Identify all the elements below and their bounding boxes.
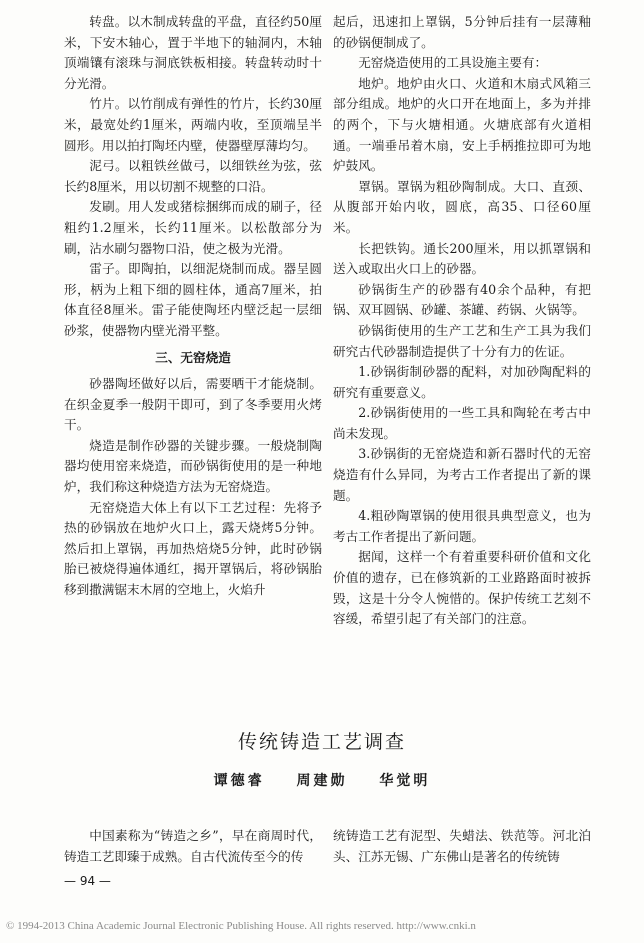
paragraph: 竹片。以竹削成有弹性的竹片，长约30厘米，最宽处约1厘米，两端内收，至顶端呈半圆形。用以拍打陶坯内壁，使器壁厚薄均匀。: [64, 96, 322, 153]
paragraph-continuation: 起后，迅速扣上罩锅，5分钟后挂有一层薄釉的砂锅便制成了。: [333, 14, 591, 50]
paragraph: 中国素称为“铸造之乡”，早在商周时代，铸造工艺即臻于成熟。自古代流传至今的传: [64, 828, 322, 864]
author: 谭德睿: [213, 773, 265, 789]
paragraph: 长把铁钩。通长200厘米，用以抓罩锅和送入或取出火口上的砂器。: [333, 240, 591, 277]
article-intro-right: [333, 826, 591, 867]
paragraph: 泥弓。以粗铁丝做弓，以细铁丝为弦，弦长约8厘米，用以切割不规整的口沿。: [64, 158, 322, 194]
paragraph: 砂器陶坯做好以后，需要晒干才能烧制。在织金夏季一般阴干即可，到了冬季要用火烤干。: [64, 376, 322, 433]
copyright-footer: © 1994-2013 China Academic Journal Electronic Publishing House. All rights reserved. http://www.cnki.n: [6, 920, 476, 932]
paragraph: 发刷。用人发或猪棕捆绑而成的刷子，径粗约1.2厘米，长约11厘米。以松散部分为刷，沾水刷匀器物口沿，使之极为光滑。: [64, 199, 322, 256]
list-item: 2.砂锅街使用的一些工具和陶轮在考古中尚未发现。: [333, 405, 591, 441]
paragraph: 据闻，这样一个有着重要科研价值和文化价值的遗存，已在修筑新的工业路路面时被拆毁，这是十分令人惋惜的。保护传统工艺刻不容缓，希望引起了有关部门的注意。: [333, 549, 591, 627]
paragraph: 无窑烧造使用的工具设施主要有：: [358, 55, 548, 71]
right-column: [333, 12, 591, 630]
paragraph: 转盘。以木制成转盘的平盘，直径约50厘米，下安木轴心，置于半地下的轴洞内，木轴顶端镶有滚珠与洞底铁板相接。转盘转动时十分光滑。: [64, 14, 322, 91]
paragraph: 雷子。即陶拍，以细泥烧制而成。器呈圆形，柄为上粗下细的圆柱体，通高7厘米，拍体直径8厘米。雷子能使陶坯内壁泛起一层细砂浆，使器物内壁光滑平整。: [64, 261, 322, 338]
article-intro-left: [64, 826, 322, 867]
section-heading: 三、无窑烧造: [155, 349, 231, 365]
article-title: 传统铸造工艺调查: [237, 731, 406, 753]
paragraph: 统铸造工艺有泥型、失蜡法、铁范等。河北泊头、江苏无锡、广东佛山是著名的传统铸: [333, 828, 591, 864]
author-list: [0, 770, 644, 790]
list-item: 3.砂锅街的无窑烧造和新石器时代的无窑烧造有什么异同，为考古工作者提出了新的课题。: [333, 446, 591, 503]
list-item: 4.粗砂陶罩锅的使用很具典型意义，也为考古工作者提出了新问题。: [333, 508, 591, 544]
page-number: — 94 —: [64, 874, 111, 888]
paragraph: 无窑烧造大体上有以下工艺过程：先将予热的砂锅放在地炉火口上，露天烧烤5分钟。然后扣上罩锅，再加热焙烧5分钟，此时砂锅胎已被烧得遍体通红，揭开罩锅后，将砂锅胎移到撒满锯末木屑的空地上，火焰升: [64, 499, 322, 598]
author: 华觉明: [379, 773, 431, 789]
paragraph: 烧造是制作砂器的关键步骤。一般烧制陶器均使用窑来烧造，而砂锅街使用的是一种地炉，我们称这种烧造方法为无窑烧造。: [64, 437, 322, 495]
author: 周建勋: [296, 773, 348, 789]
paragraph: 罩锅。罩锅为粗砂陶制成。大口、直颈、从腹部开始内收，圆底，高35、口径60厘米。: [333, 178, 591, 235]
paragraph: 砂锅街使用的生产工艺和生产工具为我们研究古代砂器制造提供了十分有力的佐证。: [333, 322, 591, 359]
paragraph: 砂锅街生产的砂器有40余个品种，有把锅、双耳圆锅、砂罐、茶罐、药锅、火锅等。: [333, 281, 591, 318]
list-item: 1.砂锅街制砂器的配料，对加砂陶配料的研究有重要意义。: [333, 364, 591, 400]
left-column: [64, 12, 322, 601]
paragraph: 地炉。地炉由火口、火道和木扇式风箱三部分组成。地炉的火口开在地面上，多为并排的两个，下与火塘相通。火塘底部有火道相通。一端垂吊着木扇，安上手柄推拉即可为地炉鼓风。: [333, 75, 591, 174]
